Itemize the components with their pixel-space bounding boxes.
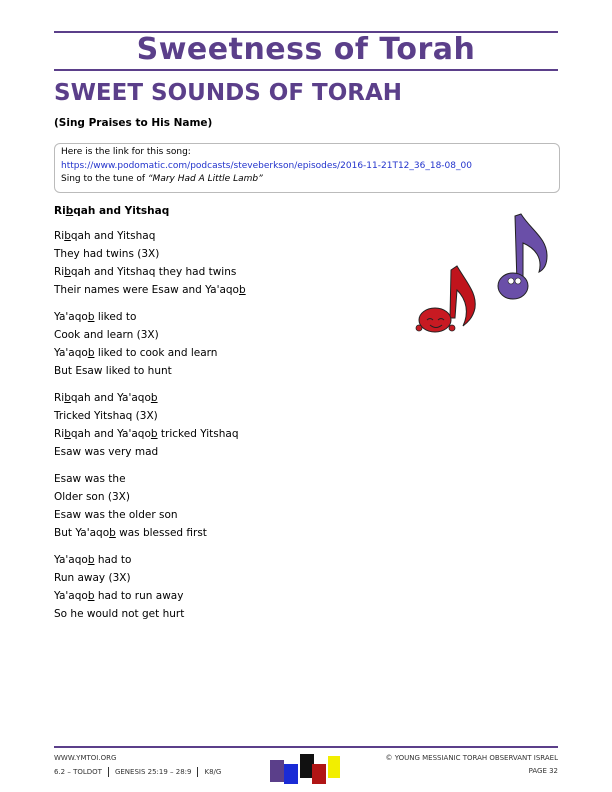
section-subtitle: (Sing Praises to His Name) xyxy=(54,117,213,129)
info-intro: Here is the link for this song: xyxy=(61,147,191,157)
lyric-line xyxy=(54,506,246,524)
lyric-text: Their names were Esaw and Ya'aqo xyxy=(54,284,239,296)
lyric-text: had to run away xyxy=(94,590,184,602)
lyric-text: Tricked Yitshaq (3X) xyxy=(54,410,158,422)
underlined-letter: b xyxy=(239,284,246,296)
footer-rule xyxy=(54,746,558,748)
lyric-text: Ri xyxy=(54,230,65,242)
lyric-line xyxy=(54,425,246,443)
footer-lesson: 6.2 – TOLDOT xyxy=(54,768,102,776)
tune-line xyxy=(61,173,553,187)
lyric-text: qah and Yitshaq xyxy=(73,205,170,217)
lyric-text: qah and Yitshaq xyxy=(70,230,156,242)
purple-music-note-icon xyxy=(498,214,547,299)
header-rule-bottom xyxy=(54,69,558,71)
lyric-line xyxy=(54,344,246,362)
lyric-line xyxy=(54,326,246,344)
lyric-text: tricked Yitshaq xyxy=(157,428,239,440)
lyric-line xyxy=(54,281,246,299)
lyric-text: Ya'aqo xyxy=(54,347,88,359)
underlined-letter: b xyxy=(87,347,95,359)
footer-level: K8/G xyxy=(204,768,222,776)
lyric-text: But Esaw liked to hunt xyxy=(54,365,172,377)
page-title: Sweetness of Torah xyxy=(136,32,476,67)
lyric-text: Ri xyxy=(54,266,65,278)
stanza xyxy=(54,470,246,542)
lyric-text: Ri xyxy=(54,392,65,404)
music-notes-illustration xyxy=(405,208,555,338)
underlined-letter: b xyxy=(64,428,71,440)
stanza xyxy=(54,551,246,623)
section-title: SWEET SOUNDS OF TORAH xyxy=(54,80,403,106)
lyric-line xyxy=(54,551,246,569)
underlined-letter: b xyxy=(87,554,95,566)
lyric-text: So he would not get hurt xyxy=(54,608,185,620)
lyric-line xyxy=(54,569,246,587)
lyric-text: They had twins (3X) xyxy=(54,248,160,260)
lyric-line xyxy=(54,587,246,605)
lyric-line xyxy=(54,263,246,281)
song-title xyxy=(54,205,246,217)
lyric-text: Ya'aqo xyxy=(54,311,88,323)
lyric-line xyxy=(54,308,246,326)
info-box xyxy=(54,143,560,193)
lyric-text: qah and Ya'aqo xyxy=(70,428,151,440)
lyric-line xyxy=(54,524,246,542)
underlined-letter: b xyxy=(109,527,116,539)
footer-website[interactable]: WWW.YMTOI.ORG xyxy=(54,754,117,762)
page-number: PAGE 32 xyxy=(528,767,558,775)
underlined-letter: b xyxy=(87,590,95,602)
lyric-text: Esaw was the xyxy=(54,473,126,485)
lyric-line xyxy=(54,407,246,425)
lyric-line xyxy=(54,362,246,380)
lyric-text: qah and Ya'aqo xyxy=(70,392,151,404)
lyric-text: Ri xyxy=(54,428,65,440)
lyric-text: liked to xyxy=(94,311,137,323)
lyric-line xyxy=(54,605,246,623)
lyric-text: Run away (3X) xyxy=(54,572,131,584)
lyric-line xyxy=(54,470,246,488)
tune-prefix: Sing to the tune of xyxy=(61,174,148,184)
footer-meta xyxy=(54,767,221,777)
lyric-line xyxy=(54,488,246,506)
lyric-text: Cook and learn (3X) xyxy=(54,329,159,341)
lyric-text: qah and Yitshaq they had twins xyxy=(70,266,237,278)
lyric-text: liked to cook and learn xyxy=(94,347,218,359)
lyric-text: Ri xyxy=(54,205,66,217)
lyric-text: Esaw was very mad xyxy=(54,446,159,458)
lyric-text: was blessed first xyxy=(115,527,207,539)
song-lyrics xyxy=(54,205,246,632)
lyric-text: Esaw was the older son xyxy=(54,509,178,521)
underlined-letter: b xyxy=(65,205,74,217)
underlined-letter: b xyxy=(64,230,71,242)
underlined-letter: b xyxy=(150,392,158,404)
underlined-letter: b xyxy=(64,392,71,404)
divider xyxy=(108,767,109,777)
lyric-text: Older son (3X) xyxy=(54,491,130,503)
underlined-letter: b xyxy=(150,428,158,440)
footer-copyright: © YOUNG MESSIANIC TORAH OBSERVANT ISRAEL xyxy=(385,754,558,762)
lyric-text: Ya'aqo xyxy=(54,590,88,602)
underlined-letter: b xyxy=(87,311,95,323)
lyric-text: But Ya'aqo xyxy=(54,527,110,539)
tune-name: “Mary Had A Little Lamb” xyxy=(147,174,263,184)
lyric-line xyxy=(54,227,246,245)
underlined-letter: b xyxy=(64,266,71,278)
song-link[interactable]: https://www.podomatic.com/podcasts/steveberkson/episodes/2016-11-21T12_36_18-08_00 xyxy=(61,160,472,171)
lyric-text: Ya'aqo xyxy=(54,554,88,566)
footer-reference: GENESIS 25:19 – 28:9 xyxy=(114,768,192,776)
lyric-text: had to xyxy=(94,554,132,566)
red-music-note-icon xyxy=(416,266,475,332)
lyric-line xyxy=(54,245,246,263)
lyric-line xyxy=(54,389,246,407)
divider xyxy=(197,767,198,777)
lyric-line xyxy=(54,443,246,461)
stanza xyxy=(54,389,246,461)
stanza xyxy=(54,227,246,299)
stanza xyxy=(54,308,246,380)
ymtoi-logo-icon xyxy=(266,750,346,784)
